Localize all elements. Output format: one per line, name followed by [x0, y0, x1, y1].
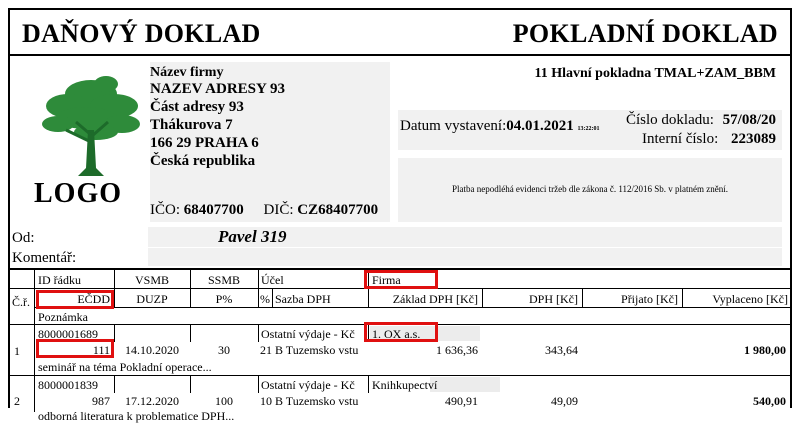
table-column-divider [190, 324, 191, 342]
col-header-p: P% [215, 292, 233, 306]
row-percent: 10 [260, 394, 272, 408]
row-duzp: 14.10.2020 [125, 343, 179, 357]
row-percent: 21 [260, 343, 272, 357]
col-header-vsmb: VSMB [134, 273, 169, 287]
table-column-divider [258, 270, 259, 308]
row-id: 8000001689 [38, 327, 98, 341]
col-header-ecdd: EČDD [77, 292, 110, 306]
issue-date-value: 04.01.2021 [506, 118, 574, 134]
company-country: Česká republika [150, 153, 256, 169]
col-header-vat-rate: Sazba DPH [275, 292, 331, 306]
row-paid: 1 980,00 [744, 343, 786, 357]
issue-date-label: Datum vystavení: [400, 118, 507, 134]
row-vat: 343,64 [545, 343, 578, 357]
row-vat-base: 1 636,36 [436, 343, 478, 357]
document-info-box [398, 110, 782, 150]
row-ecdd: 111 [92, 343, 110, 357]
comment-label: Komentář: [12, 250, 77, 266]
doc-number-value: 57/08/20 [722, 112, 776, 128]
table-column-divider [34, 270, 35, 412]
table-column-divider [114, 375, 115, 393]
from-label: Od: [12, 230, 35, 246]
company-address-line: Thákurova 7 [150, 117, 233, 133]
col-header-row-id: ID řádku [38, 273, 81, 287]
document-title-cash: POKLADNÍ DOKLAD [512, 19, 778, 48]
col-header-company: Firma [372, 273, 401, 287]
table-row-divider [10, 375, 790, 376]
title-bar [10, 10, 790, 56]
cashbox-name: 11 Hlavní pokladna TMAL+ZAM_BBM [534, 66, 776, 81]
row-purpose: Ostatní výdaje - Kč [261, 327, 355, 341]
table-column-divider [190, 375, 191, 393]
issue-time-value: 13:22:01 [577, 126, 600, 132]
from-row [10, 227, 790, 247]
col-header-row-no: Č.ř. [12, 295, 30, 309]
dic-label: DIČ: [263, 202, 294, 218]
row-note: odborná literatura k problematice DPH... [38, 409, 235, 423]
company-ids [150, 202, 378, 219]
row-ecdd: 987 [92, 394, 110, 408]
comment-field [148, 248, 782, 266]
company-address-line: Část adresy 93 [150, 99, 244, 115]
from-value: Pavel 319 [218, 227, 287, 246]
row-vat: 49,09 [551, 394, 578, 408]
dic-value: CZ68407700 [297, 202, 379, 218]
table-column-divider [114, 324, 115, 342]
highlight-ecdd-header [36, 290, 114, 309]
ico-value: 68407700 [183, 202, 244, 218]
company-address-line: 166 29 PRAHA 6 [150, 135, 259, 151]
row-p: 100 [215, 394, 233, 408]
logo-text: LOGO [34, 178, 123, 209]
internal-number-label: Interní číslo: [642, 131, 719, 147]
col-header-purpose: Účel [261, 273, 284, 287]
from-field [148, 227, 782, 247]
internal-number-value: 223089 [731, 131, 776, 147]
col-header-received: Přijato [Kč] [621, 292, 678, 306]
highlight-ecdd-value [36, 339, 114, 358]
table-header-divider [34, 307, 790, 308]
row-duzp: 17.12.2020 [125, 394, 179, 408]
ico-label: IČO: [150, 202, 180, 218]
company-block [150, 62, 390, 222]
table-column-divider [368, 375, 369, 393]
row-note: seminář na téma Pokladní operace... [38, 360, 212, 374]
row-vat-base: 490,91 [445, 394, 478, 408]
highlight-firma-value [364, 322, 438, 342]
row-id: 8000001839 [38, 378, 98, 392]
col-header-vat: DPH [Kč] [529, 292, 578, 306]
row-number: 1 [14, 344, 20, 358]
row-vat-rate: B Tuzemsko vstu [275, 394, 359, 408]
row-number: 2 [14, 394, 20, 408]
redacted-field [430, 377, 500, 392]
row-vat-rate: B Tuzemsko vstu [275, 343, 359, 357]
company-name: Název firmy [150, 65, 224, 80]
tree-logo-icon [36, 72, 146, 182]
tax-document [8, 8, 792, 423]
eet-note: Platba nepodléhá evidenci tržeb dle zákona č. 112/2016 Sb. v platném znění. [451, 184, 729, 194]
row-company: 1. OX a.s. [372, 327, 421, 341]
col-header-vat-base: Základ DPH [Kč] [392, 292, 478, 306]
doc-number-label: Číslo dokladu: [626, 112, 714, 128]
col-header-ssmb: SSMB [207, 273, 241, 287]
col-header-note: Poznámka [38, 310, 88, 324]
row-paid: 540,00 [753, 394, 786, 408]
document-title-tax: DAŇOVÝ DOKLAD [22, 19, 261, 48]
row-purpose: Ostatní výdaje - Kč [261, 378, 355, 392]
company-address-line: NAZEV ADRESY 93 [150, 81, 286, 97]
highlight-firma-header [364, 270, 438, 289]
table-column-divider [258, 375, 259, 393]
items-table [10, 268, 790, 423]
eet-box [398, 158, 782, 222]
col-header-duzp: DUZP [136, 292, 168, 306]
col-header-paid: Vyplaceno [Kč] [712, 292, 788, 306]
table-column-divider [258, 324, 259, 342]
issue-date-field [400, 118, 599, 135]
row-company: Knihkupectví [372, 378, 438, 392]
table-column-divider [272, 289, 273, 307]
row-p: 30 [218, 343, 230, 357]
col-header-percent: % [260, 292, 270, 306]
